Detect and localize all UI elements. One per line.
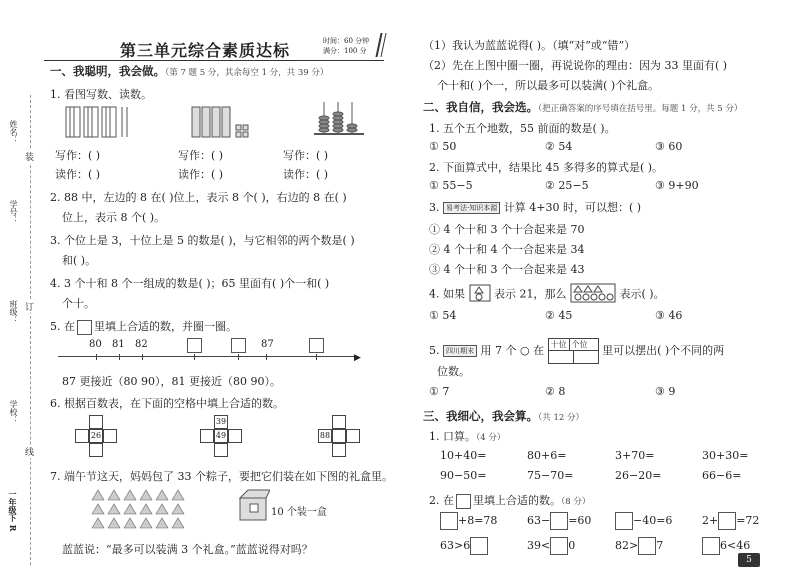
q5-example-box	[77, 320, 92, 335]
grid-puzzle-1	[75, 415, 135, 457]
k1-r1-c3: 3+70=	[615, 449, 655, 462]
bundle-sticks-image	[64, 105, 134, 142]
nl-blank-2[interactable]	[231, 338, 246, 353]
pv-tens-label: 十位	[549, 339, 570, 350]
c5-question	[429, 338, 724, 364]
q5-closer: 87 更接近（80 90），81 更接近（80 90）。	[62, 375, 281, 388]
k2-item-1: +8=78	[440, 512, 497, 530]
c1-question: 1. 五个五个地数，55 前面的数是( )。	[429, 122, 616, 135]
c1-opt-1: ① 50	[429, 140, 457, 153]
k2-item-6: 39< 0	[527, 537, 575, 555]
q1-text: 1. 看图写数、读数。	[50, 88, 152, 101]
c4-question	[429, 283, 665, 306]
c3-opt-3: ③ 4 个十和 3 个一合起来是 43	[429, 263, 585, 276]
c1-opt-3: ③ 60	[655, 140, 683, 153]
c2-opt-2: ② 25−5	[545, 179, 589, 192]
c4-post: 表示( )。	[619, 287, 665, 301]
bind-char-2: 订	[25, 300, 34, 313]
full-score: 满分：100 分	[323, 47, 367, 55]
q1-write-2: 写作：( )	[178, 149, 224, 162]
nl-blank-3[interactable]	[309, 338, 324, 353]
k2-blank-8[interactable]	[702, 537, 720, 555]
section-3-note: （共 12 分）	[538, 413, 584, 423]
nl-blank-1[interactable]	[187, 338, 202, 353]
c3-opt-1: ① 4 个十和 3 个十合起来是 70	[429, 223, 585, 236]
q7-answer-a: （1）我认为蓝蓝说得( )。（填“对”或“错”）	[423, 39, 636, 52]
k2-blank-2[interactable]	[550, 512, 568, 530]
box-label: 10 个装一盒	[271, 507, 327, 518]
k1-r2-c2: 75−70=	[527, 469, 574, 482]
c2-opt-1: ① 55−5	[429, 179, 473, 192]
q5-post: 里填上合适的数，并圈一圈。	[94, 320, 237, 333]
k1-r1-c2: 80+6=	[527, 449, 567, 462]
section-2-note: （把正确答案的序号填在括号里。每题 1 分，共 5 分）	[538, 104, 743, 114]
binding-gutter	[0, 0, 44, 588]
c2-opt-3: ③ 9+90	[655, 179, 699, 192]
grid-cell-49: 49	[214, 429, 228, 443]
section-1-note: （第 7 题 5 分，其余每空 1 分，共 39 分）	[165, 68, 329, 78]
grid-cell-39: 39	[214, 415, 228, 429]
q2-line2: 位上，表示 8 个( )。	[62, 211, 166, 224]
q7-line1: 7. 端午节这天，妈妈包了 33 个粽子，要把它们装在如下图的礼盒里。	[50, 470, 393, 483]
class-label: 班级：	[9, 300, 18, 324]
grid-cell-26: 26	[89, 429, 103, 443]
c4-opt-2: ② 45	[545, 309, 573, 322]
k2-title: 2. 在 里填上合适的数。（8 分）	[429, 494, 591, 507]
section-1-header	[50, 63, 328, 79]
section-3-title: 三、我细心，我会算。	[423, 409, 538, 423]
section-2-header	[423, 99, 742, 115]
k2-blank-7[interactable]	[638, 537, 656, 555]
k2-blank-4[interactable]	[718, 512, 736, 530]
nl-label-80: 80	[89, 339, 102, 350]
c5-opt-3: ③ 9	[655, 385, 676, 398]
q4-line1: 4. 3 个十和 8 个一组成的数是( )；65 里面有( )个一和( )	[50, 277, 330, 290]
q7-line2: 蓝蓝说：“最多可以装满 3 个礼盒。”蓝蓝说得对吗？	[62, 543, 313, 556]
c5-opt-1: ① 7	[429, 385, 450, 398]
grid-puzzle-3	[318, 415, 378, 457]
q1-read-2: 读作：( )	[178, 168, 224, 181]
grid-puzzle-2	[200, 415, 260, 457]
shape-group-large-icon	[570, 283, 616, 306]
q7-answer-b2: 个十和( )个一，所以最多可以装满( )个礼盒。	[437, 79, 660, 92]
c1-opt-2: ② 54	[545, 140, 573, 153]
cubes-image	[190, 105, 254, 142]
c4-pre: 4. 如果	[429, 287, 465, 301]
k2-item-3: −40=6	[615, 512, 672, 530]
q1-write-1: 写作：( )	[55, 149, 101, 162]
c3-text: 计算 4+30 时，可以想：( )	[503, 201, 642, 214]
q3-line2: 和( )。	[62, 254, 97, 267]
c3-badge: 易考法·知识本源	[443, 202, 500, 214]
k2-blank-6[interactable]	[550, 537, 568, 555]
page-number: 5	[738, 553, 760, 567]
shape-group-small-icon	[469, 284, 491, 305]
q4-line2: 个十。	[62, 297, 95, 310]
k1-r2-c1: 90−50=	[440, 469, 487, 482]
section-2-title: 二、我自信，我会选。	[423, 100, 538, 114]
q3-line1: 3. 个位上是 3，十位上是 5 的数是( )，与它相邻的两个数是( )	[50, 234, 355, 247]
k1-r1-c4: 30+30=	[702, 449, 749, 462]
nl-label-87: 87	[261, 339, 274, 350]
q5-prompt	[50, 318, 237, 335]
bind-char-1: 装	[25, 150, 34, 163]
zongzi-image	[90, 488, 198, 541]
k2-item-4: 2+ =72	[702, 512, 759, 530]
section-1-title: 一、我聪明，我会做。	[50, 64, 165, 78]
k1-r1-c1: 10+40=	[440, 449, 487, 462]
k2-item-5: 63>6	[440, 537, 488, 555]
q7-answer-b1: （2）先在上图中圈一圈，再说说你的理由：因为 33 里面有( )	[423, 59, 728, 72]
section-3-header	[423, 408, 584, 424]
q1-read-1: 读作：( )	[55, 168, 101, 181]
c5-badge: 四川期末	[443, 345, 477, 357]
c5-pre: 用 7 个 ○ 在	[480, 344, 545, 357]
grade-tag: 一年级下 R	[8, 490, 18, 532]
c3-question	[429, 199, 641, 215]
k2-item-8: 6<46	[702, 537, 750, 555]
number-line: ▶	[58, 356, 358, 357]
q6-text: 6. 根据百数表，在下面的空格中填上合适的数。	[50, 397, 284, 410]
c3-num: 3.	[429, 201, 440, 214]
q1-read-3: 读作：( )	[283, 168, 329, 181]
c4-opt-3: ③ 46	[655, 309, 683, 322]
k1-title: 1. 口算。（4 分）	[429, 430, 506, 443]
abacus-image	[312, 100, 366, 145]
q5-pre: 5. 在	[50, 320, 75, 333]
nl-label-82: 82	[135, 339, 148, 350]
time-limit: 时间：60 分钟	[323, 37, 370, 45]
title-rule	[44, 60, 384, 61]
name-label: 姓名：	[9, 120, 18, 144]
q2-line1: 2. 88 中，左边的 8 在( )位上，表示 8 个( )，右边的 8 在( )	[50, 191, 347, 204]
binding-line	[30, 95, 31, 565]
title-mark	[375, 33, 386, 57]
k2-blank-5[interactable]	[470, 537, 488, 555]
page-title: 第三单元综合素质达标	[120, 41, 291, 60]
bind-char-3: 线	[25, 445, 34, 458]
c4-opt-1: ① 54	[429, 309, 457, 322]
q1-write-3: 写作：( )	[283, 149, 329, 162]
k2-item-2: 63− =60	[527, 512, 591, 530]
gift-box-image	[238, 488, 270, 525]
school-label: 学校：	[9, 400, 18, 424]
c5-num: 5.	[429, 344, 440, 357]
c4-mid: 表示 21，那么	[494, 287, 567, 301]
c2-question: 2. 下面算式中，结果比 45 多得多的算式是( )。	[429, 161, 664, 174]
grid-cell-88: 88	[318, 429, 332, 443]
c5-post: 里可以摆出( )个不同的两	[602, 344, 725, 357]
nl-label-81: 81	[112, 339, 125, 350]
k2-blank-1[interactable]	[440, 512, 458, 530]
c3-opt-2: ② 4 个十和 4 个一合起来是 34	[429, 243, 585, 256]
id-label: 学号：	[9, 200, 18, 224]
c5-opt-2: ② 8	[545, 385, 566, 398]
k2-item-7: 82> 7	[615, 537, 663, 555]
k2-blank-3[interactable]	[615, 512, 633, 530]
place-value-table	[548, 338, 599, 364]
k1-r2-c4: 66−6=	[702, 469, 742, 482]
pv-ones-label: 个位	[571, 340, 588, 349]
c5-line2: 位数。	[437, 365, 470, 378]
k1-r2-c3: 26−20=	[615, 469, 662, 482]
